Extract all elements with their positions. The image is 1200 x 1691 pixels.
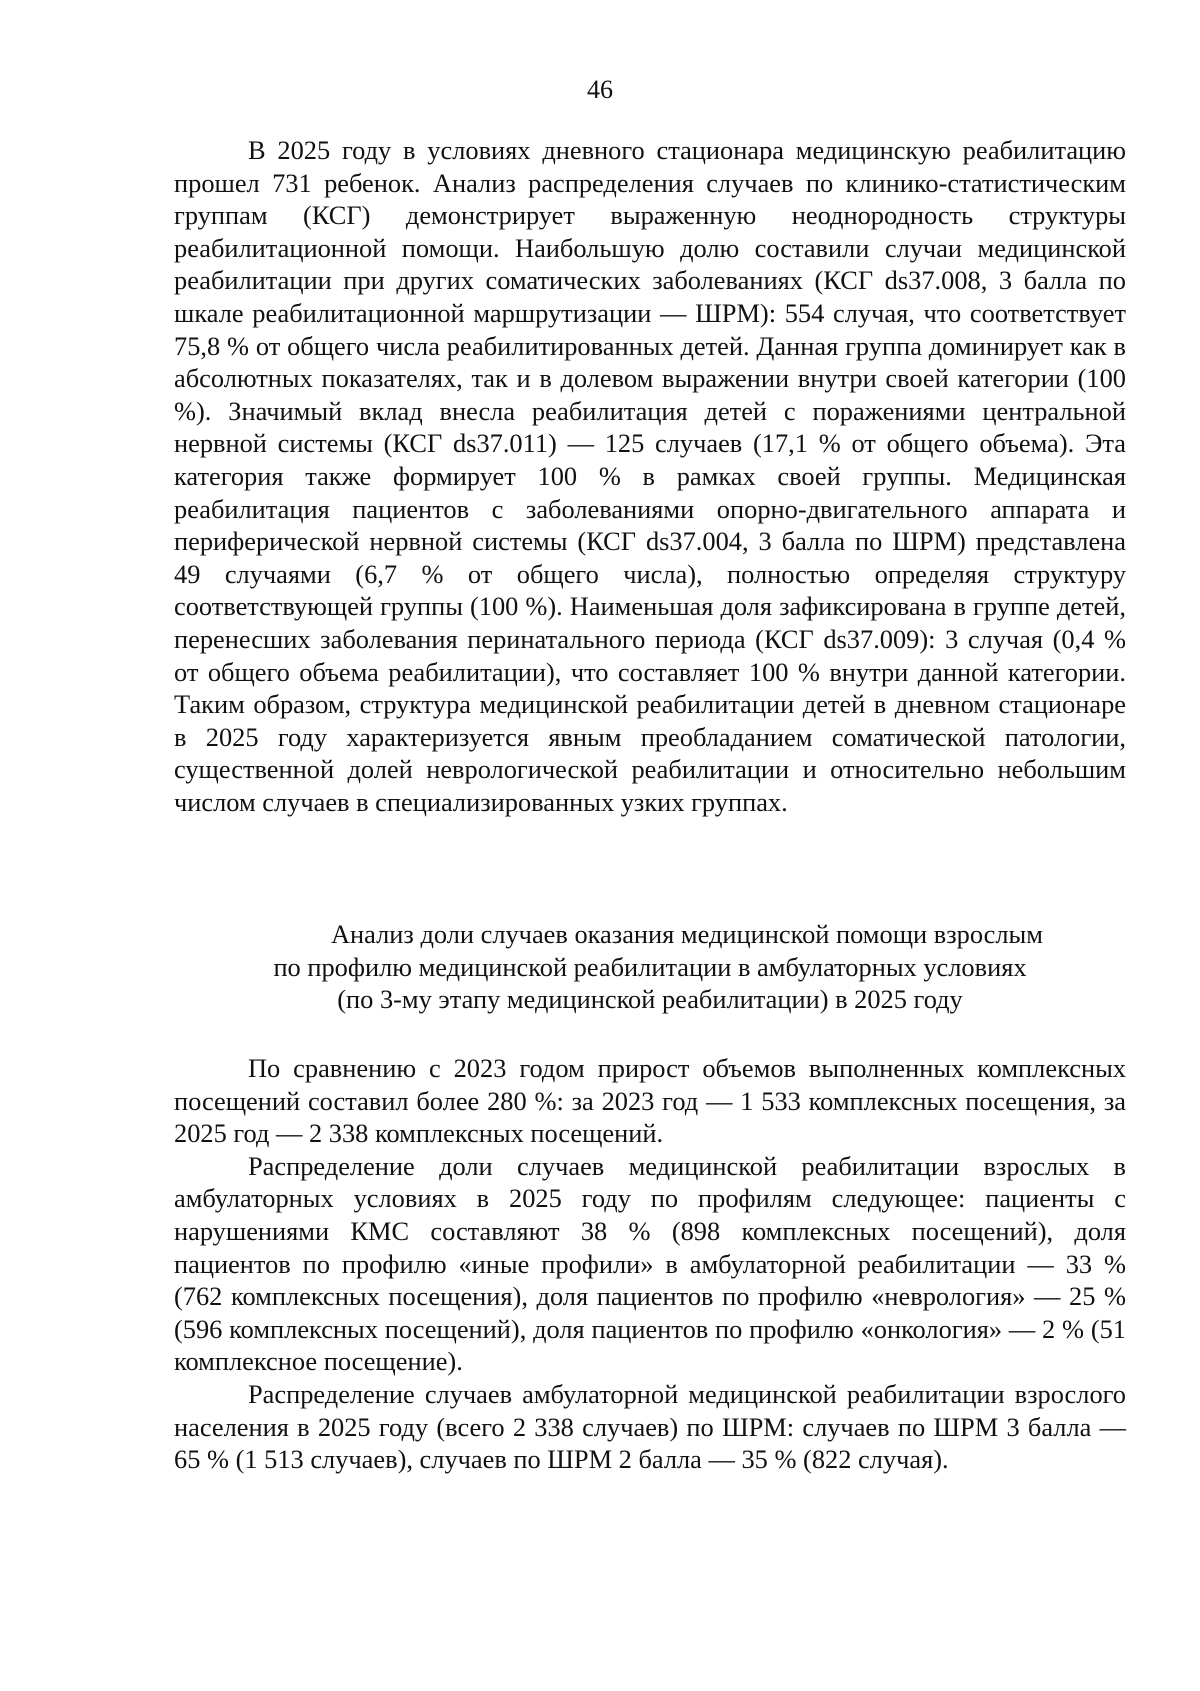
paragraph-pediatric-day-hospital: В 2025 году в условиях дневного стационара медицинскую реабилитацию прошел 731 ребенок. Анализ распределения случаев по клинико-статистическим группам (КСГ) демонстрирует выраженную неоднородность структуры реабилитационной помощи. Наибольшую долю составили случаи медицинской реабилитации при других соматических заболеваниях (КСГ ds37.008, 3 балла по шкале реабилитационной маршрутизации — ШРМ): 554 случая, что соответствует 75,8 % от общего числа реабилитированных детей. Данная группа доминирует как в абсолютных показателях, так и в долевом выражении внутри своей категории (100 %). Значимый вклад внесла реабилитация детей с поражениями центральной нервной системы (КСГ ds37.011) — 125 случаев (17,1 % от общего объема). Эта категория также формирует 100 % в рамках своей группы. Медицинская реабилитация пациентов с заболеваниями опорно-двигательного аппарата и периферической нервной системы (КСГ ds37.004, 3 балла по ШРМ) представлена 49 случаями (6,7 % от общего числа), полностью определяя структуру соответствующей группы (100 %). Наименьшая доля зафиксирована в группе детей, перенесших заболевания перинатального периода (КСГ ds37.009): 3 случая (0,4 % от общего объема реабилитации), что составляет 100 % внутри данной категории. Таким образом, структура медицинской реабилитации детей в дневном стационаре в 2025 году характеризуется явным преобладанием соматической патологии, существенной долей неврологической реабилитации и относительно небольшим числом случаев в специализированных узких группах. — [174, 135, 1126, 817]
heading-line-2: по профилю медицинской реабилитации в амбулаторных условиях — [273, 951, 1027, 982]
paragraph-visits-growth: По сравнению с 2023 годом прирост объемов выполненных комплексных посещений составил более 280 %: за 2023 год — 1 533 комплексных посещения, за 2025 год — 2 338 комплексных посещений. — [174, 1053, 1126, 1149]
heading-line-3: (по 3-му этапу медицинской реабилитации) в 2025 году — [337, 984, 963, 1015]
paragraph-profile-distribution: Распределение доли случаев медицинской реабилитации взрослых в амбулаторных условиях в 2025 году по профилям следующее: пациенты с нарушениями КМС составляют 38 % (898 комплексных посещений), доля пациентов по профилю «иные профили» в амбулаторной реабилитации — 33 % (762 комплексных посещения), доля пациентов по профилю «неврология» — 25 % (596 комплексных посещений), доля пациентов по профилю «онкология» — 2 % (51 комплексное посещение). — [174, 1150, 1126, 1377]
paragraph-shrm-distribution: Распределение случаев амбулаторной медицинской реабилитации взрослого населения в 2025 году (всего 2 338 случаев) по ШРМ: случаев по ШРМ 3 балла — 65 % (1 513 случаев), случаев по ШРМ 2 балла — 35 % (822 случая). — [174, 1378, 1126, 1475]
heading-line-1: Анализ доли случаев оказания медицинской помощи взрослым — [331, 919, 1043, 949]
adult-outpatient-section — [174, 1052, 1126, 1476]
page-number: 46 — [587, 75, 613, 104]
pediatric-rehabilitation-section — [174, 134, 1126, 818]
section-heading-adult-outpatient — [174, 918, 1126, 1016]
